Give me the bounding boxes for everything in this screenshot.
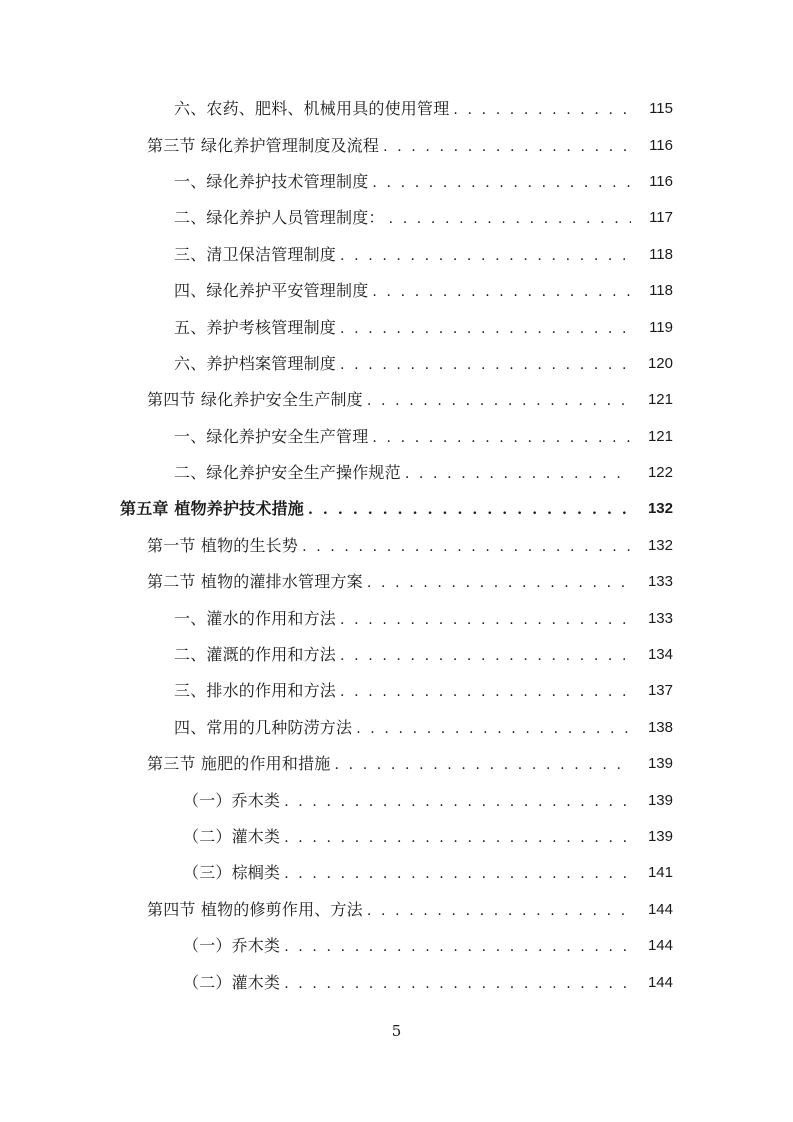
toc-entry[interactable] (0, 200, 793, 236)
toc-entry-label: （一）乔木类 (183, 790, 281, 810)
toc-entry[interactable] (0, 127, 793, 163)
toc-entry-page: 120 (647, 354, 673, 372)
toc-dot-leader (340, 246, 631, 266)
toc-entry[interactable] (0, 419, 793, 455)
table-of-contents (0, 91, 793, 1001)
toc-entry-label: 一、绿化养护安全生产管理 (174, 426, 369, 446)
toc-entry[interactable] (0, 673, 793, 709)
toc-entry-page: 122 (647, 464, 673, 482)
toc-entry-label: 第一节 植物的生长势 (147, 535, 299, 555)
toc-dot-leader (284, 828, 631, 848)
toc-dot-leader (340, 355, 631, 375)
toc-entry[interactable] (0, 346, 793, 382)
toc-entry[interactable] (0, 964, 793, 1000)
toc-entry-page: 144 (647, 937, 673, 955)
toc-entry-page: 144 (647, 900, 673, 918)
toc-entry-page: 139 (647, 828, 673, 845)
toc-entry-page: 115 (649, 100, 673, 118)
toc-entry[interactable] (0, 819, 793, 855)
toc-entry[interactable] (0, 455, 793, 491)
toc-dot-leader (340, 682, 631, 702)
toc-dot-leader (308, 500, 631, 520)
toc-entry[interactable] (0, 855, 793, 891)
toc-dot-leader (284, 937, 631, 957)
toc-dot-leader (405, 464, 631, 484)
toc-dot-leader (356, 719, 631, 739)
toc-entry-label: 三、清卫保洁管理制度 (174, 244, 337, 264)
toc-dot-leader (367, 901, 631, 921)
toc-entry-label: 二、绿化养护人员管理制度： (174, 208, 385, 228)
toc-entry-page: 134 (647, 646, 673, 664)
toc-entry[interactable] (0, 91, 793, 127)
toc-dot-leader (335, 755, 632, 775)
page-number: 5 (391, 1022, 402, 1040)
toc-entry-label: 三、排水的作用和方法 (174, 681, 337, 701)
toc-entry-label: 六、农药、肥料、机械用具的使用管理 (174, 99, 450, 119)
toc-entry-page: 118 (649, 245, 673, 263)
toc-dot-leader (383, 137, 631, 157)
toc-entry[interactable] (0, 782, 793, 818)
toc-dot-leader (372, 428, 631, 448)
toc-dot-leader (389, 209, 631, 229)
toc-entry-page: 132 (647, 500, 673, 518)
toc-entry-label: 二、绿化养护安全生产操作规范 (174, 463, 401, 483)
toc-dot-leader (284, 974, 631, 994)
toc-entry-page: 116 (649, 172, 673, 190)
toc-entry[interactable] (0, 928, 793, 964)
toc-entry[interactable] (0, 382, 793, 418)
toc-entry-page: 133 (647, 609, 673, 627)
toc-entry-label: 第四节 绿化养护安全生产制度 (147, 390, 363, 410)
toc-dot-leader (340, 610, 631, 630)
toc-entry[interactable] (0, 164, 793, 200)
toc-entry-label: （二）灌木类 (183, 827, 281, 846)
toc-entry[interactable] (0, 273, 793, 309)
toc-entry[interactable] (0, 237, 793, 273)
toc-entry-page: 117 (649, 209, 673, 227)
toc-entry-page: 119 (649, 318, 673, 336)
toc-dot-leader (302, 537, 631, 557)
toc-entry-page: 139 (647, 791, 673, 809)
toc-entry-label: 第五章 植物养护技术措施 (120, 499, 304, 519)
toc-entry[interactable] (0, 637, 793, 673)
toc-entry-label: 五、养护考核管理制度 (174, 317, 337, 337)
toc-entry[interactable] (0, 892, 793, 928)
toc-entry-label: 一、灌水的作用和方法 (174, 608, 337, 628)
toc-entry-page: 121 (647, 427, 673, 445)
toc-entry-label: 六、养护档案管理制度 (174, 353, 337, 373)
toc-entry-label: 二、灌溉的作用和方法 (174, 645, 337, 665)
toc-dot-leader (372, 173, 631, 193)
toc-entry-page: 116 (649, 136, 673, 154)
toc-entry-page: 132 (647, 536, 673, 554)
toc-entry-page: 133 (647, 573, 673, 591)
toc-entry-label: 第三节 绿化养护管理制度及流程 (147, 135, 380, 155)
toc-entry[interactable] (0, 600, 793, 636)
toc-entry-page: 138 (647, 718, 673, 736)
toc-entry-label: 四、绿化养护平安管理制度 (174, 281, 369, 301)
toc-entry-label: 第四节 植物的修剪作用、方法 (147, 899, 363, 919)
toc-entry[interactable] (0, 309, 793, 345)
toc-entry-label: 第二节 植物的灌排水管理方案 (147, 572, 363, 592)
toc-dot-leader (284, 864, 631, 884)
toc-entry-label: （一）乔木类 (183, 936, 281, 956)
toc-entry[interactable] (0, 746, 793, 782)
toc-dot-leader (367, 391, 631, 411)
toc-entry-page: 137 (647, 682, 673, 700)
toc-entry-page: 118 (649, 282, 673, 300)
toc-entry-label: 一、绿化养护技术管理制度 (174, 171, 369, 191)
toc-dot-leader (284, 792, 631, 812)
toc-entry[interactable] (0, 528, 793, 564)
toc-entry[interactable] (0, 710, 793, 746)
toc-dot-leader (340, 319, 631, 339)
toc-dot-leader (340, 646, 631, 666)
toc-entry[interactable] (0, 564, 793, 600)
toc-entry-page: 141 (647, 864, 673, 882)
toc-entry-label: （二）灌木类 (183, 972, 281, 992)
toc-entry-page: 121 (647, 391, 673, 409)
toc-chapter-entry[interactable] (0, 491, 793, 527)
toc-entry-label: 第三节 施肥的作用和措施 (147, 754, 331, 774)
toc-entry-page: 144 (647, 973, 673, 991)
toc-entry-label: （三）棕榈类 (183, 863, 281, 883)
toc-entry-page: 139 (647, 755, 673, 773)
toc-dot-leader (453, 100, 631, 120)
toc-entry-label: 四、常用的几种防涝方法 (174, 717, 353, 737)
toc-dot-leader (372, 282, 631, 302)
toc-dot-leader (367, 573, 631, 593)
